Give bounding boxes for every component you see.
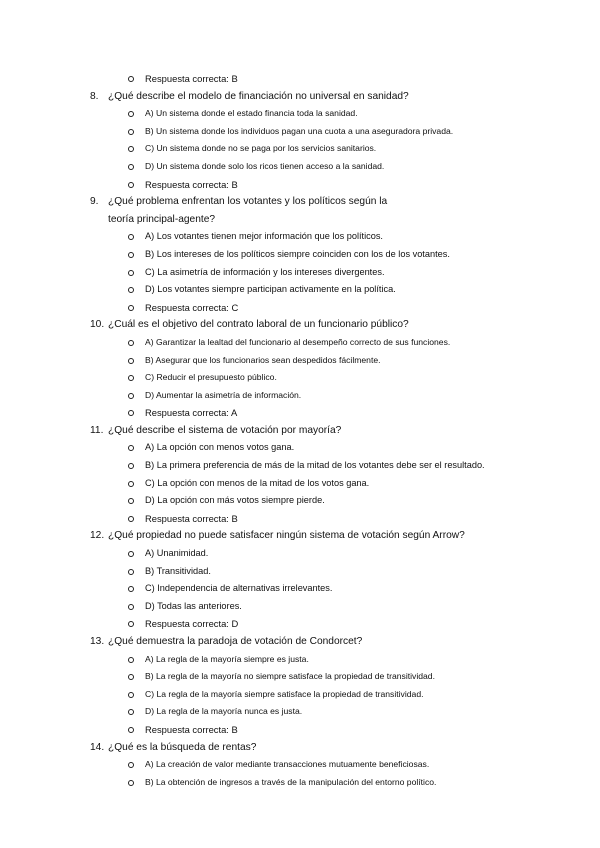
option-item <box>0 703 600 721</box>
option-text: B) Asegurar que los funcionarios sean despedidos fácilmente. <box>145 354 381 365</box>
option-text: A) La opción con menos votos gana. <box>145 442 295 453</box>
option-text: A) Garantizar la lealtad del funcionario al desempeño correcto de sus funciones. <box>145 336 451 347</box>
option-item <box>0 563 600 581</box>
answer-text: Respuesta correcta: B <box>145 178 238 190</box>
answer-text: Respuesta correcta: A <box>145 407 238 419</box>
answer-text: Respuesta correcta: C <box>145 301 239 313</box>
hollow-circle-bullet-icon <box>128 551 134 557</box>
option-list <box>0 756 600 791</box>
answer-text: Respuesta correcta: B <box>145 73 238 84</box>
answer-text: Respuesta correcta: B <box>145 512 238 524</box>
option-item <box>0 475 600 493</box>
hollow-circle-bullet-icon <box>128 516 134 522</box>
answer-line <box>0 510 600 528</box>
answer-line <box>0 176 600 194</box>
option-item <box>0 492 600 510</box>
question-number: 8. <box>90 90 99 102</box>
hollow-circle-bullet-icon <box>128 463 134 469</box>
option-item <box>0 369 600 387</box>
option-text: A) La creación de valor mediante transacciones mutuamente beneficiosas. <box>145 759 430 770</box>
option-item <box>0 439 600 457</box>
hollow-circle-bullet-icon <box>128 164 134 170</box>
option-text: C) Independencia de alternativas irrelevantes. <box>145 583 333 594</box>
option-item <box>0 756 600 774</box>
option-item <box>0 686 600 704</box>
question-item <box>0 88 600 106</box>
option-item <box>0 281 600 299</box>
option-list <box>0 651 600 739</box>
option-text: D) Aumentar la asimetría de información. <box>145 389 302 400</box>
question-item <box>0 193 600 228</box>
option-text: C) La opción con menos de la mitad de los votos gana. <box>145 477 370 488</box>
option-item <box>0 105 600 123</box>
option-text: D) La regla de la mayoría nunca es justa. <box>145 706 303 717</box>
option-item <box>0 228 600 246</box>
option-item <box>0 598 600 616</box>
quiz-content <box>0 70 600 791</box>
hollow-circle-bullet-icon <box>128 287 134 293</box>
question-item <box>0 422 600 440</box>
hollow-circle-bullet-icon <box>128 146 134 152</box>
option-text: C) Reducir el presupuesto público. <box>145 372 277 383</box>
hollow-circle-bullet-icon <box>128 498 134 504</box>
hollow-circle-bullet-icon <box>128 358 134 364</box>
answer-text: Respuesta correcta: B <box>145 723 238 735</box>
hollow-circle-bullet-icon <box>128 762 134 768</box>
option-text: B) La primera preferencia de más de la mitad de los votantes debe ser el resultado. <box>145 460 485 471</box>
option-text: D) Un sistema donde solo los ricos tienen acceso a la sanidad. <box>145 160 385 171</box>
question-number: 14. <box>90 741 105 753</box>
answer-line <box>0 404 600 422</box>
question-item <box>0 633 600 651</box>
option-item <box>0 158 600 176</box>
question-item <box>0 739 600 757</box>
answer-line <box>0 70 600 88</box>
option-text: A) Unanimidad. <box>145 548 209 559</box>
hollow-circle-bullet-icon <box>128 657 134 663</box>
question-text: ¿Qué es la búsqueda de rentas? <box>108 741 257 753</box>
question-number: 10. <box>90 319 105 331</box>
hollow-circle-bullet-icon <box>128 569 134 575</box>
hollow-circle-bullet-icon <box>128 129 134 135</box>
hollow-circle-bullet-icon <box>128 305 134 311</box>
option-item <box>0 651 600 669</box>
hollow-circle-bullet-icon <box>128 445 134 451</box>
option-text: B) La obtención de ingresos a través de la manipulación del entorno político. <box>145 776 437 787</box>
option-text: D) Los votantes siempre participan activamente en la política. <box>145 284 396 295</box>
hollow-circle-bullet-icon <box>128 76 134 82</box>
question-text: ¿Qué describe el modelo de financiación no universal en sanidad? <box>108 90 409 102</box>
question-number: 11. <box>90 424 104 436</box>
question-text: ¿Qué demuestra la paradoja de votación de Condorcet? <box>108 636 363 647</box>
option-text: D) Todas las anteriores. <box>145 600 242 611</box>
option-text: B) Transitividad. <box>145 565 211 576</box>
hollow-circle-bullet-icon <box>128 410 134 416</box>
hollow-circle-bullet-icon <box>128 252 134 258</box>
hollow-circle-bullet-icon <box>128 692 134 698</box>
option-list <box>0 228 600 316</box>
hollow-circle-bullet-icon <box>128 340 134 346</box>
answer-text: Respuesta correcta: D <box>145 618 239 630</box>
hollow-circle-bullet-icon <box>128 621 134 627</box>
option-item <box>0 264 600 282</box>
option-text: B) La regla de la mayoría no siempre satisface la propiedad de transitividad. <box>145 671 435 682</box>
hollow-circle-bullet-icon <box>128 234 134 240</box>
option-item <box>0 334 600 352</box>
answer-line <box>0 615 600 633</box>
option-item <box>0 246 600 264</box>
hollow-circle-bullet-icon <box>128 270 134 276</box>
option-text: C) Un sistema donde no se paga por los servicios sanitarios. <box>145 143 377 154</box>
option-item <box>0 457 600 475</box>
option-item <box>0 774 600 792</box>
hollow-circle-bullet-icon <box>128 604 134 610</box>
question-number: 12. <box>90 530 105 542</box>
option-text: A) La regla de la mayoría siempre es justa. <box>145 653 309 664</box>
hollow-circle-bullet-icon <box>128 481 134 487</box>
hollow-circle-bullet-icon <box>128 727 134 733</box>
answer-line <box>0 299 600 317</box>
option-item <box>0 668 600 686</box>
question-text: ¿Qué problema enfrentan los votantes y los políticos según la teoría principal-agente? <box>108 196 388 225</box>
option-item <box>0 123 600 141</box>
hollow-circle-bullet-icon <box>128 375 134 381</box>
hollow-circle-bullet-icon <box>128 709 134 715</box>
answer-line <box>0 721 600 739</box>
question-text: ¿Qué describe el sistema de votación por mayoría? <box>108 424 342 436</box>
option-item <box>0 387 600 405</box>
question-item <box>0 316 600 334</box>
question-number: 13. <box>90 636 105 647</box>
intro-answer-list <box>0 70 600 88</box>
option-text: A) Un sistema donde el estado financia toda la sanidad. <box>145 108 358 119</box>
hollow-circle-bullet-icon <box>128 674 134 680</box>
option-text: A) Los votantes tienen mejor información que los políticos. <box>145 231 383 242</box>
option-text: D) La opción con más votos siempre pierde. <box>145 495 325 506</box>
option-text: B) Un sistema donde los individuos pagan una cuota a una aseguradora privada. <box>145 125 454 136</box>
option-item <box>0 580 600 598</box>
option-item <box>0 352 600 370</box>
question-text: ¿Qué propiedad no puede satisfacer ningún sistema de votación según Arrow? <box>108 530 465 542</box>
question-item <box>0 527 600 545</box>
option-text: C) La asimetría de información y los intereses divergentes. <box>145 266 385 277</box>
option-item <box>0 140 600 158</box>
question-text: ¿Cuál es el objetivo del contrato laboral de un funcionario público? <box>108 319 409 331</box>
option-list <box>0 439 600 527</box>
hollow-circle-bullet-icon <box>128 111 134 117</box>
option-text: B) Los intereses de los políticos siempre coinciden con los de los votantes. <box>145 248 450 259</box>
option-list <box>0 105 600 193</box>
option-text: C) La regla de la mayoría siempre satisface la propiedad de transitividad. <box>145 688 424 699</box>
hollow-circle-bullet-icon <box>128 586 134 592</box>
question-number: 9. <box>90 196 99 208</box>
hollow-circle-bullet-icon <box>128 393 134 399</box>
option-list <box>0 545 600 633</box>
option-item <box>0 545 600 563</box>
hollow-circle-bullet-icon <box>128 780 134 786</box>
option-list <box>0 334 600 422</box>
hollow-circle-bullet-icon <box>128 182 134 188</box>
